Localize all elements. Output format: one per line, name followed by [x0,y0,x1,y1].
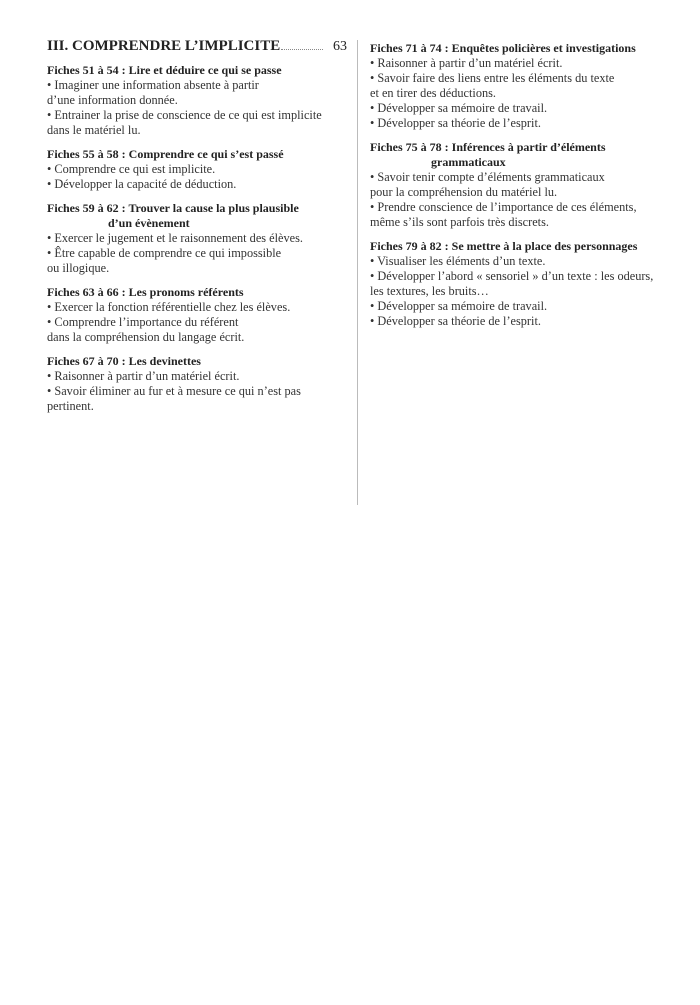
section-title [47,63,347,78]
section-line: • Visualiser les éléments d’un texte. [370,254,546,268]
section-title-text: Fiches 55 à 58 : Comprendre ce qui s’est passé [47,147,284,161]
section [47,354,347,414]
section-title [47,147,347,162]
section-line: • Savoir tenir compte d’éléments grammaticaux [370,170,605,184]
left-column [47,38,347,423]
section-line: • Développer sa théorie de l’esprit. [370,314,541,328]
section [47,63,347,138]
chapter-heading [47,38,347,60]
section-line: • Développer sa mémoire de travail. [370,299,548,313]
section-title-text: Fiches 59 à 62 : Trouver la cause la plus plausible [47,201,299,215]
section [370,239,670,329]
section-title [370,140,670,170]
section-line: d’une information donnée. [47,93,178,107]
section-line: • Raisonner à partir d’un matériel écrit. [47,369,240,383]
section-title-continuation: grammaticaux [431,155,506,169]
section-title [47,354,347,369]
section-line: • Exercer la fonction référentielle chez les élèves. [47,300,291,314]
section-line: • Développer sa théorie de l’esprit. [370,116,541,130]
section-title-continuation: d’un évènement [108,216,190,230]
chapter-page-number: 63 [333,39,347,54]
section-line: même s’ils sont parfois très discrets. [370,215,549,229]
dot-leader [281,39,323,50]
section-line: • Prendre conscience de l’importance de ces éléments, [370,200,637,214]
right-sections [370,41,670,329]
section-line: • Développer la capacité de déduction. [47,177,237,191]
section-title-text: Fiches 75 à 78 : Inférences à partir d’éléments [370,140,606,154]
section-line: • Savoir éliminer au fur et à mesure ce qui n’est pas [47,384,301,398]
section [47,147,347,192]
section-line: dans le matériel lu. [47,123,141,137]
section-line: • Comprendre l’importance du référent [47,315,239,329]
section [370,41,670,131]
section-line: • Comprendre ce qui est implicite. [47,162,216,176]
section [370,140,670,230]
section-line: • Entrainer la prise de conscience de ce qui est implicite [47,108,322,122]
chapter-title: III. COMPRENDRE L’IMPLICITE [47,38,281,54]
section [47,201,347,276]
section-line: • Exercer le jugement et le raisonnement des élèves. [47,231,303,245]
section-line: • Savoir faire des liens entre les éléments du texte [370,71,615,85]
section-title [47,201,347,231]
section-title-text: Fiches 51 à 54 : Lire et déduire ce qui se passe [47,63,282,77]
section-title [370,41,670,56]
section-title-text: Fiches 67 à 70 : Les devinettes [47,354,201,368]
section-line: • Être capable de comprendre ce qui impossible [47,246,282,260]
section-title [47,285,347,300]
section-line: pour la compréhension du matériel lu. [370,185,558,199]
section-line: • Raisonner à partir d’un matériel écrit. [370,56,563,70]
section [47,285,347,345]
section-line: • Imaginer une information absente à partir [47,78,259,92]
section-title-text: Fiches 63 à 66 : Les pronoms référents [47,285,244,299]
section-line: ou illogique. [47,261,110,275]
section-title-text: Fiches 79 à 82 : Se mettre à la place des personnages [370,239,638,253]
section-line: et en tirer des déductions. [370,86,497,100]
column-divider [357,40,358,505]
left-sections [47,63,347,414]
section-line: • Développer sa mémoire de travail. [370,101,548,115]
section-title [370,239,670,254]
section-line: • Développer l’abord « sensoriel » d’un texte : les odeurs, [370,269,654,283]
section-line: dans la compréhension du langage écrit. [47,330,245,344]
section-line: les textures, les bruits… [370,284,489,298]
right-column [370,38,670,338]
section-line: pertinent. [47,399,94,413]
section-title-text: Fiches 71 à 74 : Enquêtes policières et investigations [370,41,636,55]
